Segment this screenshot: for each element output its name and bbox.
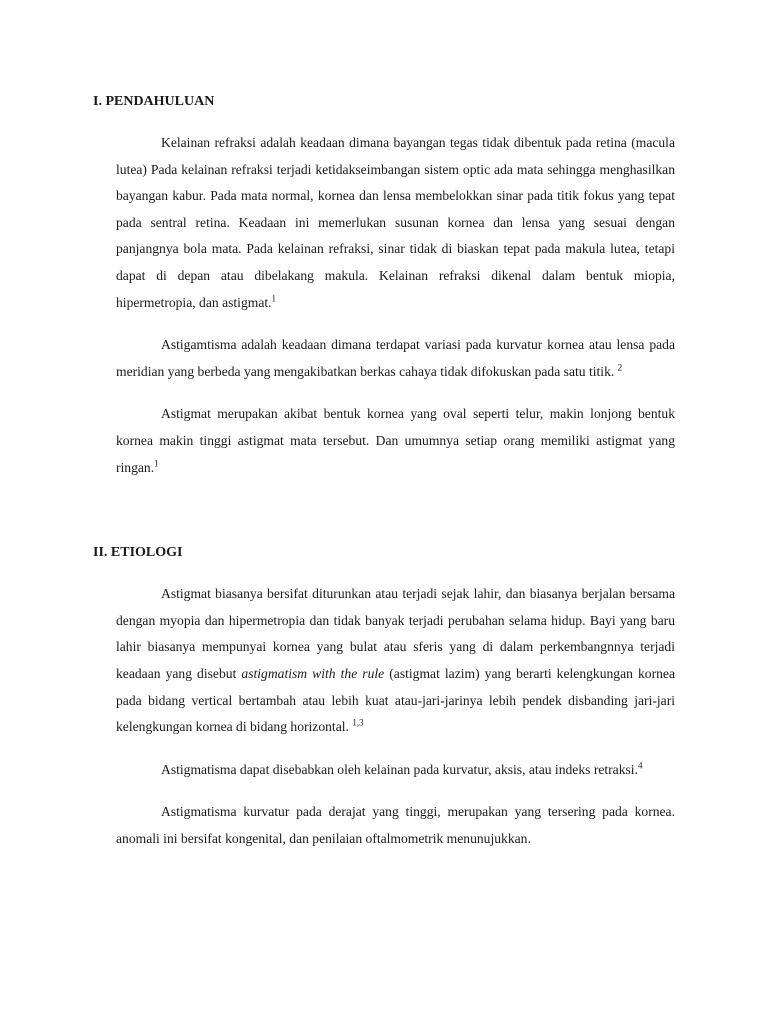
- section-heading-etiologi: II. ETIOLOGI: [93, 545, 183, 561]
- paragraph-refraksi: [116, 130, 675, 316]
- paragraph-text-continued: (astigmat lazim) yang berarti kelengkungan kornea pada bidang vertical bertambah atau lebih kuat atau-jari-jarinya lebih pendek disbanding jari-jari kelengkungan kornea di bidang horizontal.: [116, 665, 675, 735]
- paragraph-text: Astigmatisma kurvatur pada derajat yang tinggi, merupakan yang tersering pada kornea. anomali ini bersifat kongenital, dan penilaian oftalmometrik menunujukkan.: [116, 804, 675, 846]
- paragraph-etiologi-turunan: [116, 581, 675, 741]
- paragraph-text: Astigmat biasanya bersifat diturunkan atau terjadi sejak lahir, dan biasanya berjalan bersama dengan myopia dan hipermetropia dan tidak banyak terjadi perubahan selama hidup. Bayi yang baru lahir biasanya mempunyai kornea yang bulat atau sferis yang di dalam perkembangnnya terjadi keadaan yang disebut: [116, 586, 675, 681]
- paragraph-astigmat-kornea: [116, 401, 675, 481]
- paragraph-kurvatur: [116, 799, 675, 852]
- section-heading-pendahuluan: I. PENDAHULUAN: [93, 94, 215, 109]
- footnote-ref: 1: [154, 458, 159, 468]
- paragraph-text: Astigmatisma dapat disebabkan oleh kelainan pada kurvatur, aksis, atau indeks retraksi.: [161, 761, 638, 777]
- footnote-ref: 2: [617, 362, 623, 373]
- footnote-ref: 1,3: [352, 717, 364, 728]
- footnote-ref: 1: [271, 293, 277, 304]
- footnote-ref: 4: [637, 760, 643, 771]
- paragraph-text: Kelainan refraksi adalah keadaan dimana bayangan tegas tidak dibentuk pada retina (macula lutea) Pada kelainan refraksi terjadi ketidakseimbangan sistem optic ada mata sehingga menghasilkan bayangan kabur. Pada mata normal, kornea dan lensa membelokkan sinar pada titik fokus yang tepat pada sentral retina. Keadaan ini memerlukan susunan kornea dan lensa yang sesuai dengan panjangnya bola mata. Pada kelainan refraksi, sinar tidak di biaskan tepat pada makula lutea, tetapi dapat di depan atau dibelakang makula. Kelainan refraksi dikenal dalam bentuk miopia, hipermetropia, dan astigmat.: [116, 135, 675, 310]
- italic-term: astigmatism with the rule: [241, 665, 385, 681]
- paragraph-astigmatisma-definisi: [116, 332, 675, 385]
- paragraph-text: Astigmat merupakan akibat bentuk kornea yang oval seperti telur, makin lonjong bentuk kornea makin tinggi astigmat mata tersebut. Dan umumnya setiap orang memiliki astigmat yang ringan.: [116, 406, 675, 475]
- paragraph-penyebab: [116, 757, 675, 784]
- paragraph-text: Astigamtisma adalah keadaan dimana terdapat variasi pada kurvatur kornea atau lensa pada meridian yang berbeda yang mengakibatkan berkas cahaya tidak difokuskan pada satu titik.: [116, 337, 675, 379]
